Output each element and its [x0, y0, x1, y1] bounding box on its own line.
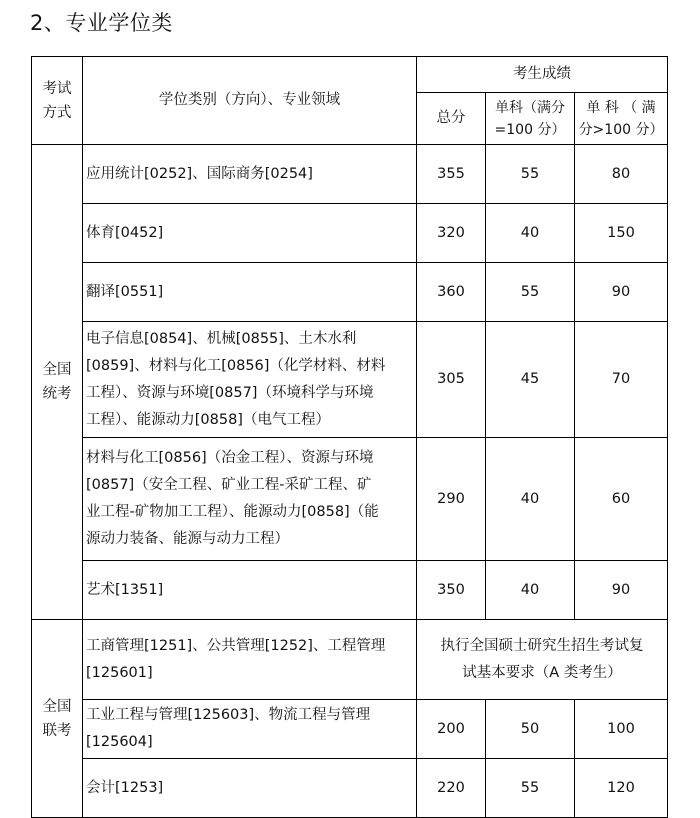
single-100-score: 45: [486, 322, 575, 438]
table-row: [32, 438, 668, 561]
table-row: [32, 204, 668, 263]
table-row: [32, 700, 668, 759]
single-100-score: 55: [486, 759, 575, 818]
total-score: 305: [417, 322, 486, 438]
table-row: [32, 263, 668, 322]
table-row: [32, 322, 668, 438]
single-100-score: 55: [486, 145, 575, 204]
table-row: [32, 145, 668, 204]
table-row: [32, 759, 668, 818]
category-cell: 应用统计[0252]、国际商务[0254]: [83, 145, 417, 204]
score-table: [31, 56, 668, 818]
method-national-joint: 全国 联考: [32, 620, 83, 818]
table-row: [32, 561, 668, 620]
total-score: 220: [417, 759, 486, 818]
category-cell: 工商管理[1251]、公共管理[1252]、工程管理 [125601]: [83, 620, 417, 700]
header-exam-method: 考试 方式: [32, 57, 83, 145]
single-100-score: 40: [486, 438, 575, 561]
total-score: 360: [417, 263, 486, 322]
total-score: 350: [417, 561, 486, 620]
category-cell: 电子信息[0854]、机械[0855]、土木水利 [0859]、材料与化工[0856]（化学材料、材料 工程）、资源与环境[0857]（环境科学与环境 工程）、能源动力[0858]（电气工程）: [83, 322, 417, 438]
single-over-100-score: 70: [575, 322, 668, 438]
header-scores: 考生成绩: [417, 57, 668, 93]
header-total: 总分: [417, 93, 486, 145]
header-single-100: 单科（满分 =100 分）: [486, 93, 575, 145]
category-cell: 工业工程与管理[125603]、物流工程与管理 [125604]: [83, 700, 417, 759]
single-over-100-score: 150: [575, 204, 668, 263]
section-heading: 2、专业学位类: [30, 11, 173, 35]
total-score: 200: [417, 700, 486, 759]
method-national-unified: 全国 统考: [32, 145, 83, 620]
single-100-score: 40: [486, 561, 575, 620]
single-100-score: 40: [486, 204, 575, 263]
single-over-100-score: 100: [575, 700, 668, 759]
total-score: 320: [417, 204, 486, 263]
category-cell: 翻译[0551]: [83, 263, 417, 322]
total-score: 355: [417, 145, 486, 204]
header-category: 学位类别（方向）、专业领域: [83, 57, 417, 145]
category-cell: 艺术[1351]: [83, 561, 417, 620]
category-cell: 会计[1253]: [83, 759, 417, 818]
category-cell: 材料与化工[0856]（冶金工程）、资源与环境 [0857]（安全工程、矿业工程-采矿工程、矿 业工程-矿物加工工程）、能源动力[0858]（能 源动力装备、能源与动力工程）: [83, 438, 417, 561]
category-cell: 体育[0452]: [83, 204, 417, 263]
single-100-score: 55: [486, 263, 575, 322]
single-over-100-score: 60: [575, 438, 668, 561]
single-100-score: 50: [486, 700, 575, 759]
total-score: 290: [417, 438, 486, 561]
merged-requirement-note: 执行全国硕士研究生招生考试复 试基本要求（A 类考生）: [417, 620, 668, 700]
single-over-100-score: 80: [575, 145, 668, 204]
single-over-100-score: 120: [575, 759, 668, 818]
single-over-100-score: 90: [575, 561, 668, 620]
table-row: [32, 620, 668, 700]
single-over-100-score: 90: [575, 263, 668, 322]
header-single-over-100: 单 科 （ 满 分>100 分）: [575, 93, 668, 145]
